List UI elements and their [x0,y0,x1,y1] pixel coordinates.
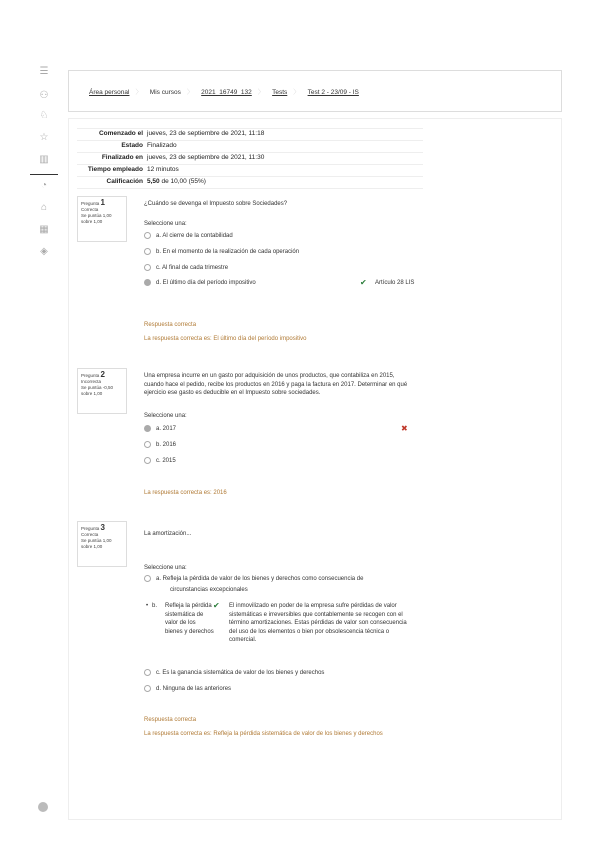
radio-button[interactable] [144,248,151,255]
selected-bullet: • [146,603,149,609]
breadcrumb-item[interactable]: Mis cursos [149,89,181,96]
summary-value: 12 minutos [147,166,179,173]
select-prompt: Seleccione una: [144,565,187,571]
radio-button[interactable] [144,425,151,432]
summary-value: de 10,00 (55%) [161,178,206,185]
option-label: b. 2016 [156,442,177,449]
question-state: Correcta [81,207,99,212]
feedback-correct-answer: La respuesta correcta es: Refleja la pérdida sistemática de valor de los bienes y derechos [144,731,383,737]
radio-button[interactable] [144,264,151,271]
option-label: c. 2015 [156,458,176,465]
incorrect-cross-icon: ✖ [401,424,408,433]
question-number: 1 [100,198,105,207]
answer-option[interactable] [144,248,299,256]
summary-label: Finalizado en [101,154,143,161]
breadcrumb: Área personal 〉 Mis cursos 〉 2021_16749_132 〉 Tests 〉 Test 2 - 23/09 - IS [89,89,359,96]
summary-value: jueves, 23 de septiembre de 2021, 11:18 [147,130,265,137]
answer-option[interactable] [144,457,176,465]
question-text: ¿Cuándo se devenga el Impuesto sobre Sociedades? [144,201,288,207]
question-info [77,368,127,414]
home-icon[interactable]: ⌂ [40,202,48,213]
correct-check-icon: ✔ [213,601,220,610]
answer-option[interactable] [144,279,256,287]
user-icon[interactable]: ⚇ [39,90,49,101]
summary-value: jueves, 23 de septiembre de 2021, 11:30 [147,154,265,161]
option-label: c. Es la ganancia sistemática de valor de los bienes y derechos [156,670,325,677]
layers-icon[interactable]: ◈ [40,246,48,257]
option-label: a. Refleja la pérdida de valor de los bienes y derechos como consecuencia de [156,576,364,583]
option-letter: b. [152,603,158,609]
question-state: Correcta [81,532,99,537]
feedback-correct-answer: La respuesta correcta es: 2016 [144,490,227,496]
option-label: d. Ninguna de las anteriores [156,686,232,693]
summary-label: Tiempo empleado [87,166,143,173]
option-label[interactable]: Refleja la pérdida sistemática de valor de los bienes y derechos [165,603,214,635]
radio-button[interactable] [144,575,151,582]
question-text: Una empresa incurre en un gasto por adquisición de unos productos, que contabiliza en 2015, cuando hace el pedido, recibe los productos en 2016 y paga la factura en 2017. Determinar en qué ejercicio ese gasto es deducible en el Impuesto sobre sociedades. [144,373,408,396]
breadcrumb-panel [68,70,562,112]
option-label: c. Al final de cada trimestre [156,265,229,272]
summary-value: Finalizado [147,142,177,149]
radio-button[interactable] [144,685,151,692]
question-info [77,521,127,567]
question-text: La amortización... [144,531,192,537]
question-label: Pregunta [81,373,100,378]
radio-button[interactable] [144,669,151,676]
summary-label: Comenzado el [98,130,143,137]
option-label: d. El último día del período impositivo [156,280,256,287]
attempt-summary [77,128,423,189]
gear-icon[interactable] [38,802,48,812]
correct-check-icon: ✔ [360,278,367,287]
answer-option[interactable] [144,441,176,449]
radio-button[interactable] [144,441,151,448]
quiz-review-panel [68,118,562,820]
question-grade: Se puntúa -0,50 sobre 1,00 [81,385,114,396]
summary-row [77,164,423,176]
breadcrumb-item[interactable]: Tests [272,89,288,96]
answer-option[interactable] [144,232,233,240]
answer-option[interactable] [144,669,324,677]
option-label-continued: circunstancias excepcionales [170,587,248,593]
star-icon[interactable]: ☆ [39,132,49,143]
answer-option[interactable] [144,575,363,583]
dashboard-icon[interactable]: ◔ [40,180,48,191]
radio-button[interactable] [144,232,151,239]
question-grade: Se puntúa 1,00 sobre 1,00 [81,213,112,224]
option-label: a. Al cierre de la contabilidad [156,233,233,240]
question-number: 2 [100,370,105,379]
summary-label: Calificación [106,178,143,185]
badge-icon[interactable]: ♘ [39,110,49,121]
breadcrumb-item[interactable]: Área personal [89,89,130,96]
sidebar-divider [30,174,58,175]
answer-option[interactable] [144,264,228,272]
breadcrumb-item[interactable]: Test 2 - 23/09 - IS [307,89,359,96]
summary-row [77,140,423,152]
feedback-correct-answer: La respuesta correcta es: El último día del período impositivo [144,336,307,342]
feedback-result: Respuesta correcta [144,717,197,723]
select-prompt: Seleccione una: [144,221,187,227]
question-label: Pregunta [81,201,100,206]
radio-button[interactable] [144,457,151,464]
question-number: 3 [100,523,105,532]
list-icon[interactable]: ☰ [39,66,49,77]
option-explanation: El inmovilizado en poder de la empresa sufre pérdidas de valor sistemáticas e irreversibles que contablemente se recogen con el término amortizaciones. Estas pérdidas de valor son consecuencia del uso de los elementos o bien por obsolescencia técnica o comercial. [229,603,407,643]
question-info [77,196,127,242]
answer-option[interactable] [144,425,176,433]
radio-button[interactable] [144,279,151,286]
book-icon[interactable]: ▥ [39,154,49,165]
summary-row [77,176,423,189]
grade-value: 5,50 [147,178,160,185]
calendar-icon[interactable]: ▦ [39,224,49,235]
select-prompt: Seleccione una: [144,413,187,419]
option-label: a. 2017 [156,426,177,433]
answer-option[interactable] [144,685,231,693]
question-label: Pregunta [81,526,100,531]
summary-row [77,152,423,164]
question-grade: Se puntúa 1,00 sobre 1,00 [81,538,112,549]
question-state: Incorrecta [81,379,102,384]
breadcrumb-item[interactable]: 2021_16749_132 [201,89,252,96]
answer-note: Artículo 28 LIS [375,280,415,286]
summary-label: Estado [121,142,143,149]
feedback-result: Respuesta correcta [144,322,197,328]
option-label: b. En el momento de la realización de cada operación [156,249,300,256]
summary-row [77,128,423,140]
